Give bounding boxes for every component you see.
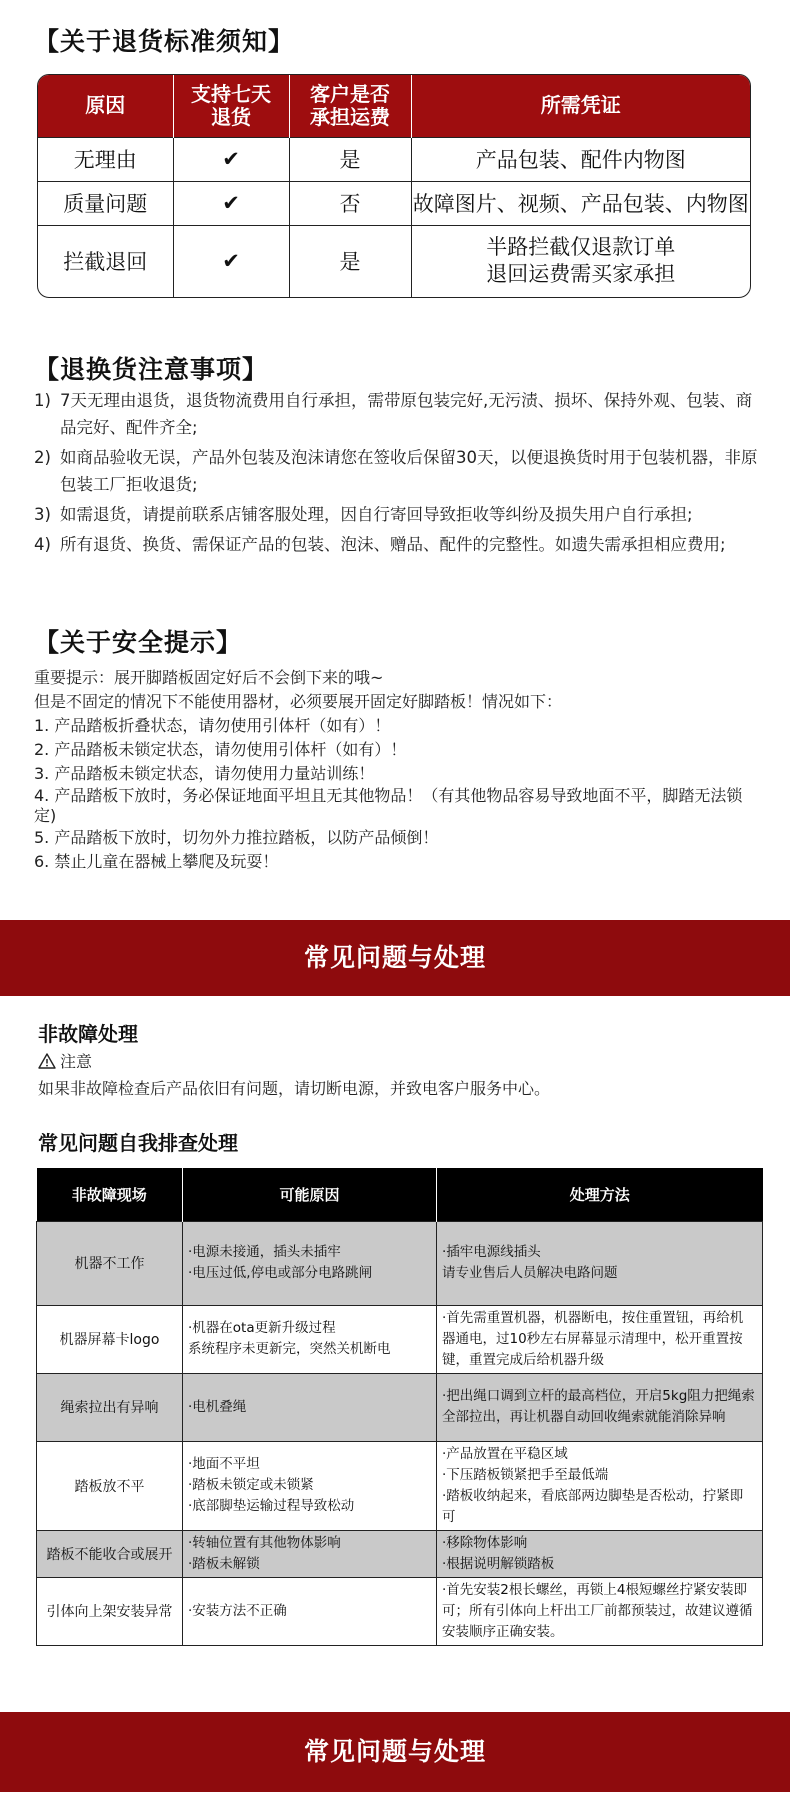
faq-fix <box>437 1530 763 1577</box>
faq-header-cause: 可能原因 <box>183 1168 437 1221</box>
faq-fix <box>437 1441 763 1530</box>
nonfault-note: 如果非故障检查后产品依旧有问题，请切断电源，并致电客户服务中心。 <box>38 1079 551 1098</box>
faq-cause <box>183 1577 437 1645</box>
faq-table <box>36 1168 763 1646</box>
returns-row <box>38 181 750 225</box>
faq-cause <box>183 1221 437 1305</box>
fix-line: ·根据说明解锁踏板 <box>442 1555 555 1572</box>
returns-row <box>38 225 750 297</box>
faq-fix <box>437 1577 763 1645</box>
safety-title: 【关于安全提示】 <box>34 628 243 657</box>
fix-line: ·把出绳口调到立杆的最高档位，开启5kg阻力把绳索全部拉出，再让机器自动回收绳索就能消除异响 <box>442 1388 755 1425</box>
returns-freight: 否 <box>289 181 411 225</box>
fix-line: ·首先安装2根长螺丝，再锁上4根短螺丝拧紧安装即可；所有引体向上杆出工厂前都预装过，故建议遵循安装顺序正确安装。 <box>442 1581 753 1640</box>
list-item-text: 7天无理由退货，退货物流费用自行承担，需带原包装完好,无污渍、损坏、保持外观、包装、商品完好、配件齐全; <box>60 391 753 437</box>
faq-header-fix: 处理方法 <box>437 1168 763 1221</box>
returns-table <box>37 74 751 298</box>
table-row <box>37 1441 763 1530</box>
faq-scene: 机器屏幕卡logo <box>37 1305 183 1373</box>
table-row <box>37 1221 763 1305</box>
check-icon: ✔ <box>173 137 289 181</box>
returns-reason: 无理由 <box>38 137 173 181</box>
check-icon: ✔ <box>173 225 289 297</box>
safety-line: 1. 产品踏板折叠状态，请勿使用引体杆（如有）！ <box>34 716 391 735</box>
safety-line: 但是不固定的情况下不能使用器材，必须要展开固定好脚踏板！情况如下： <box>34 692 563 711</box>
safety-line: 2. 产品踏板未锁定状态，请勿使用引体杆（如有）！ <box>34 740 407 759</box>
safety-line: 4. 产品踏板下放时，务必保证地面平坦且无其他物品！（有其他物品容易导致地面不平，脚踏无法锁定) <box>34 786 743 825</box>
returns-reason: 拦截退回 <box>38 225 173 297</box>
caution-label: 注意 <box>60 1052 93 1071</box>
safety-line: 5. 产品踏板下放时，切勿外力推拉踏板，以防产品倾倒！ <box>34 828 439 847</box>
returns-freight: 是 <box>289 225 411 297</box>
fix-line: ·插牢电源线插头 <box>442 1244 541 1260</box>
table-row <box>37 1530 763 1577</box>
list-item <box>34 387 764 441</box>
safety-line: 重要提示：展开脚踏板固定好后不会倒下来的哦~ <box>34 668 384 687</box>
faq-title: 常见问题自我排查处理 <box>38 1131 238 1155</box>
faq-fix <box>437 1305 763 1373</box>
table-row <box>37 1305 763 1373</box>
check-icon: ✔ <box>173 181 289 225</box>
returns-header-reason: 原因 <box>38 75 173 137</box>
list-item-text: 如商品验收无误，产品外包装及泡沫请您在签收后保留30天，以便退换货时用于包装机器，非原包装工厂拒收退货; <box>60 448 758 494</box>
list-item <box>34 501 764 528</box>
fix-line: ·下压踏板锁紧把手至最低端 <box>442 1466 609 1483</box>
fix-line: ·产品放置在平稳区域 <box>442 1445 568 1462</box>
exchange-list <box>34 387 764 558</box>
fix-line: ·首先需重置机器，机器断电，按住重置钮，再给机器通电，过10秒左右屏幕显示清理中，松开重置按键，重置完成后给机器升级 <box>442 1309 744 1368</box>
returns-header-freight: 客户是否 承担运费 <box>289 75 411 137</box>
faq-fix <box>437 1221 763 1305</box>
warning-icon <box>38 1053 56 1069</box>
table-row <box>37 1373 763 1441</box>
faq-cause <box>183 1373 437 1441</box>
faq-cause <box>183 1305 437 1373</box>
list-item-num: 1) <box>34 391 51 410</box>
list-item-text: 所有退货、换货、需保证产品的包装、泡沫、赠品、配件的完整性。如遗失需承担相应费用; <box>60 535 726 554</box>
cause-line: ·电源未接通，插头未插牢 <box>188 1244 341 1260</box>
faq-scene: 引体向上架安装异常 <box>37 1577 183 1645</box>
returns-freight: 是 <box>289 137 411 181</box>
cause-line: ·安装方法不正确 <box>188 1602 287 1619</box>
exchange-title: 【退换货注意事项】 <box>34 355 269 384</box>
returns-title: 【关于退货标准须知】 <box>34 27 295 56</box>
returns-proof: 产品包装、配件内物图 <box>411 137 750 181</box>
table-row <box>37 1577 763 1645</box>
cause-line: ·电压过低,停电或部分电路跳闸 <box>188 1265 373 1281</box>
returns-proof: 半路拦截仅退款订单 退回运费需买家承担 <box>411 225 750 297</box>
nonfault-title: 非故障处理 <box>38 1022 138 1046</box>
caution-row <box>38 1049 92 1072</box>
fix-line: ·移除物体影响 <box>442 1534 528 1551</box>
safety-line: 6. 禁止儿童在器械上攀爬及玩耍！ <box>34 852 279 871</box>
returns-reason: 质量问题 <box>38 181 173 225</box>
faq-cause <box>183 1441 437 1530</box>
cause-line: ·地面不平坦 <box>188 1456 260 1472</box>
cause-line: 系统程序未更新完，突然关机断电 <box>188 1341 391 1357</box>
list-item-num: 3) <box>34 505 51 524</box>
cause-line: ·电机叠绳 <box>188 1398 247 1415</box>
fix-line: ·踏板收纳起来，看底部两边脚垫是否松动，拧紧即可 <box>442 1487 744 1525</box>
safety-line: 3. 产品踏板未锁定状态，请勿使用力量站训练！ <box>34 764 375 783</box>
faq-fix <box>437 1373 763 1441</box>
list-item-num: 4) <box>34 535 51 554</box>
cause-line: ·底部脚垫运输过程导致松动 <box>188 1498 355 1514</box>
list-item <box>34 444 764 498</box>
list-item-num: 2) <box>34 448 51 467</box>
faq-scene: 踏板放不平 <box>37 1441 183 1530</box>
faq-header-scene: 非故障现场 <box>37 1168 183 1221</box>
cause-line: ·转轴位置有其他物体影响 <box>188 1534 341 1551</box>
cause-line: ·踏板未锁定或未锁紧 <box>188 1477 314 1493</box>
returns-proof: 故障图片、视频、产品包装、内物图 <box>411 181 750 225</box>
faq-scene: 绳索拉出有异响 <box>37 1373 183 1441</box>
faq-scene: 机器不工作 <box>37 1221 183 1305</box>
list-item <box>34 531 764 558</box>
returns-row <box>38 137 750 181</box>
faq-scene: 踏板不能收合或展开 <box>37 1530 183 1577</box>
faq-banner: 常见问题与处理 <box>0 920 790 996</box>
fix-line: 请专业售后人员解决电路问题 <box>442 1265 618 1281</box>
cause-line: ·机器在ota更新升级过程 <box>188 1320 336 1336</box>
safety-list <box>34 666 764 874</box>
faq-banner-bottom: 常见问题与处理 <box>0 1712 790 1792</box>
faq-cause <box>183 1530 437 1577</box>
returns-header-seven-day: 支持七天 退货 <box>173 75 289 137</box>
list-item-text: 如需退货，请提前联系店铺客服处理，因自行寄回导致拒收等纠纷及损失用户自行承担; <box>60 505 693 524</box>
cause-line: ·踏板未解锁 <box>188 1555 260 1572</box>
returns-header-proof: 所需凭证 <box>411 75 750 137</box>
